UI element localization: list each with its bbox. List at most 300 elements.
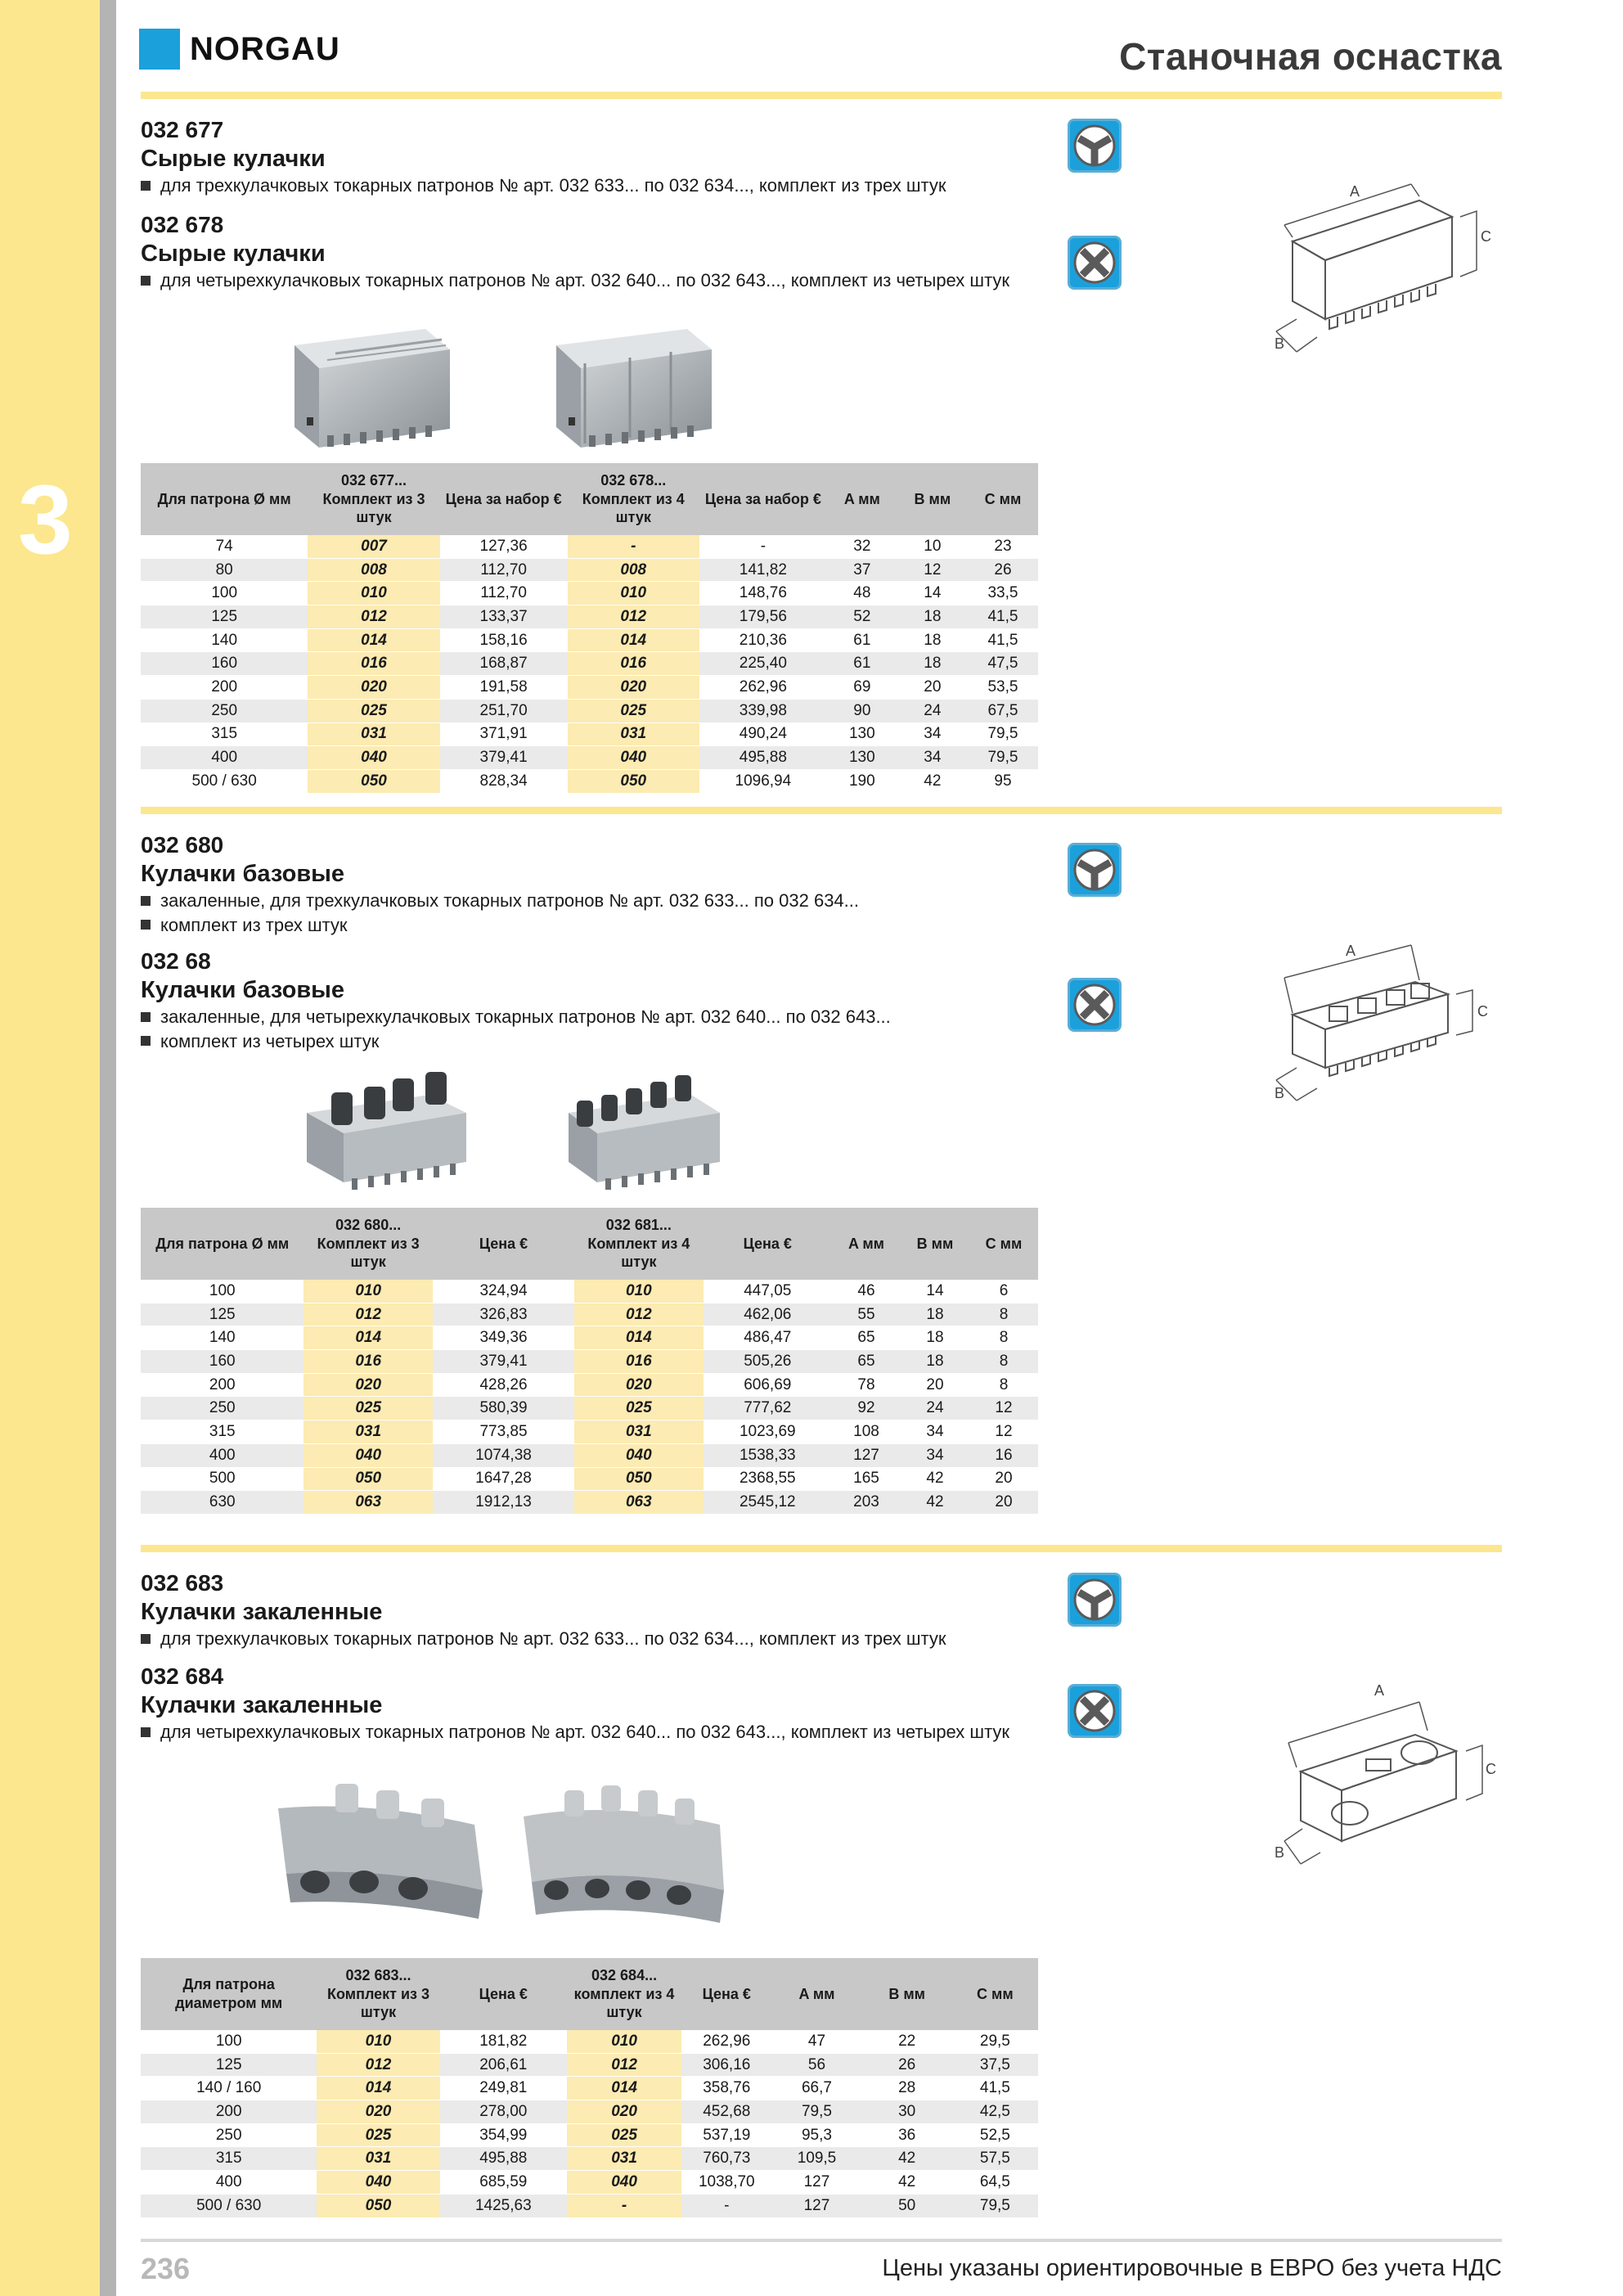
- table-cell: 41,5: [952, 2077, 1038, 2100]
- table-cell: 67,5: [968, 699, 1038, 723]
- table-cell: 012: [308, 606, 439, 629]
- column-header: Для патрона Ø мм: [141, 1208, 303, 1280]
- table-cell: 127: [832, 1443, 901, 1467]
- table-cell: 191,58: [440, 676, 568, 700]
- table-cell: 108: [832, 1420, 901, 1444]
- column-header: C мм: [968, 463, 1038, 535]
- table-cell: 16: [969, 1443, 1038, 1467]
- product-code: 032 678: [141, 212, 224, 237]
- table-cell: 79,5: [968, 723, 1038, 746]
- side-bar-divider: [100, 0, 116, 2296]
- table-cell: 95,3: [771, 2123, 861, 2147]
- table-cell: 140: [141, 1326, 303, 1350]
- table-cell: 016: [308, 652, 439, 676]
- table-cell: 34: [901, 1443, 969, 1467]
- table-cell: 140 / 160: [141, 2077, 317, 2100]
- column-header: 032 678... Комплект из 4 штук: [568, 463, 699, 535]
- table-cell: 24: [901, 1397, 969, 1420]
- table-cell: 315: [141, 723, 308, 746]
- table-cell: 20: [897, 676, 968, 700]
- table-cell: 79,5: [771, 2100, 861, 2124]
- column-header: Цена €: [704, 1208, 832, 1280]
- column-header: 032 681... Комплект из 4 штук: [574, 1208, 703, 1280]
- table-cell: 22: [862, 2030, 952, 2054]
- table-cell: 33,5: [968, 582, 1038, 606]
- table-cell: -: [568, 535, 699, 559]
- table-cell: 447,05: [704, 1280, 832, 1303]
- table-cell: 52,5: [952, 2123, 1038, 2147]
- product-desc: закаленные, для трехкулачковых токарных патронов № арт. 032 633... по 032 634...: [141, 889, 859, 913]
- table-cell: 125: [141, 606, 308, 629]
- price-table-raw-jaws: [141, 463, 1038, 794]
- table-cell: 008: [308, 558, 439, 582]
- table-cell: 41,5: [968, 628, 1038, 652]
- raw-jaws-photo: [278, 313, 736, 468]
- table-row: [141, 2100, 1038, 2124]
- table-cell: 52: [827, 606, 897, 629]
- table-cell: 20: [969, 1491, 1038, 1515]
- table-cell: 020: [317, 2100, 439, 2124]
- four-jaw-chuck-icon: [1068, 978, 1122, 1032]
- table-cell: 012: [567, 2053, 681, 2077]
- table-cell: 26: [862, 2053, 952, 2077]
- table-cell: 100: [141, 1280, 303, 1303]
- table-cell: 200: [141, 676, 308, 700]
- table-row: [141, 558, 1038, 582]
- three-jaw-chuck-icon: [1068, 843, 1122, 897]
- table-cell: 28: [862, 2077, 952, 2100]
- product-name: Сырые кулачки: [141, 240, 326, 267]
- table-cell: 18: [901, 1326, 969, 1350]
- raw-jaw-drawing: [1252, 155, 1497, 368]
- table-cell: 014: [303, 1326, 432, 1350]
- table-cell: 020: [308, 676, 439, 700]
- table-row: [141, 606, 1038, 629]
- price-table-hardened-jaws: [141, 1958, 1038, 2218]
- table-cell: 112,70: [440, 582, 568, 606]
- table-cell: 80: [141, 558, 308, 582]
- column-header: 032 680... Комплект из 3 штук: [303, 1208, 432, 1280]
- table-row: [141, 1397, 1038, 1420]
- table-cell: 012: [568, 606, 699, 629]
- chapter-number: 3: [18, 465, 73, 574]
- table-cell: 040: [308, 746, 439, 770]
- table-cell: 1912,13: [433, 1491, 574, 1515]
- table-cell: 495,88: [699, 746, 827, 770]
- table-row: [141, 628, 1038, 652]
- side-bar: [0, 0, 100, 2296]
- table-cell: 452,68: [681, 2100, 771, 2124]
- table-cell: 127: [771, 2194, 861, 2217]
- table-cell: 025: [317, 2123, 439, 2147]
- table-cell: 78: [832, 1373, 901, 1397]
- table-cell: 181,82: [440, 2030, 567, 2054]
- product-desc: для четырехкулачковых токарных патронов № арт. 032 640... по 032 643..., комплект из четырех штук: [141, 1720, 1009, 1745]
- table-row: [141, 1303, 1038, 1326]
- table-cell: 179,56: [699, 606, 827, 629]
- table-cell: 30: [862, 2100, 952, 2124]
- table-row: [141, 676, 1038, 700]
- table-cell: 014: [308, 628, 439, 652]
- table-cell: 020: [568, 676, 699, 700]
- product-032684: [141, 1663, 1009, 1745]
- table-row: [141, 2077, 1038, 2100]
- table-cell: 025: [303, 1397, 432, 1420]
- price-table-base-jaws: [141, 1208, 1038, 1515]
- table-cell: 040: [567, 2171, 681, 2195]
- table-cell: 66,7: [771, 2077, 861, 2100]
- table-row: [141, 2123, 1038, 2147]
- table-cell: 69: [827, 676, 897, 700]
- table-cell: 1074,38: [433, 1443, 574, 1467]
- table-cell: 92: [832, 1397, 901, 1420]
- product-code: 032 684: [141, 1663, 224, 1689]
- brand-logo-square: [139, 29, 180, 70]
- table-cell: 012: [574, 1303, 703, 1326]
- table-cell: 1038,70: [681, 2171, 771, 2195]
- table-cell: 140: [141, 628, 308, 652]
- table-cell: 1425,63: [440, 2194, 567, 2217]
- table-cell: 18: [901, 1303, 969, 1326]
- svg-text:C: C: [1477, 1003, 1488, 1020]
- table-cell: 685,59: [440, 2171, 567, 2195]
- svg-text:B: B: [1275, 335, 1285, 352]
- table-cell: 012: [317, 2053, 439, 2077]
- table-cell: 400: [141, 1443, 303, 1467]
- column-header: 032 683... Комплект из 3 штук: [317, 1958, 439, 2030]
- table-cell: 18: [897, 628, 968, 652]
- table-cell: 020: [567, 2100, 681, 2124]
- table-cell: -: [567, 2194, 681, 2217]
- table-cell: 10: [897, 535, 968, 559]
- table-row: [141, 699, 1038, 723]
- product-032678: [141, 211, 1009, 293]
- table-cell: 36: [862, 2123, 952, 2147]
- table-cell: 014: [317, 2077, 439, 2100]
- table-cell: 016: [303, 1350, 432, 1374]
- product-code: 032 680: [141, 832, 224, 858]
- table-cell: 79,5: [952, 2194, 1038, 2217]
- product-desc: закаленные, для четырехкулачковых токарных патронов № арт. 032 640... по 032 643...: [141, 1005, 891, 1029]
- column-header: Цена €: [440, 1958, 567, 2030]
- table-cell: 354,99: [440, 2123, 567, 2147]
- table-cell: 225,40: [699, 652, 827, 676]
- table-cell: 008: [568, 558, 699, 582]
- table-cell: 379,41: [433, 1350, 574, 1374]
- table-row: [141, 2147, 1038, 2171]
- table-cell: 127,36: [440, 535, 568, 559]
- table-row: [141, 582, 1038, 606]
- table-cell: 200: [141, 2100, 317, 2124]
- table-cell: 20: [901, 1373, 969, 1397]
- product-desc: комплект из трех штук: [141, 913, 859, 938]
- table-cell: 1023,69: [704, 1420, 832, 1444]
- table-row: [141, 2030, 1038, 2054]
- table-cell: 010: [308, 582, 439, 606]
- hardened-jaws-photo: [270, 1767, 744, 1931]
- table-cell: 777,62: [704, 1397, 832, 1420]
- column-header: B мм: [901, 1208, 969, 1280]
- table-cell: 063: [303, 1491, 432, 1515]
- table-cell: 12: [897, 558, 968, 582]
- table-row: [141, 769, 1038, 793]
- bullet-icon: [141, 1012, 151, 1022]
- table-cell: 580,39: [433, 1397, 574, 1420]
- column-header: Цена €: [433, 1208, 574, 1280]
- table-cell: 040: [303, 1443, 432, 1467]
- product-name: Кулачки базовые: [141, 976, 345, 1003]
- brand-logo: [139, 29, 340, 70]
- table-cell: 306,16: [681, 2053, 771, 2077]
- table-cell: 462,06: [704, 1303, 832, 1326]
- footer-rule: [141, 2239, 1502, 2242]
- table-cell: 020: [574, 1373, 703, 1397]
- table-cell: -: [699, 535, 827, 559]
- table-cell: 148,76: [699, 582, 827, 606]
- table-cell: 379,41: [440, 746, 568, 770]
- table-cell: 500: [141, 1467, 303, 1491]
- product-desc: для трехкулачковых токарных патронов № арт. 032 633... по 032 634..., комплект из трех штук: [141, 1627, 946, 1651]
- table-cell: 206,61: [440, 2053, 567, 2077]
- table-cell: 014: [568, 628, 699, 652]
- table-cell: 349,36: [433, 1326, 574, 1350]
- table-cell: 315: [141, 2147, 317, 2171]
- table-cell: 37,5: [952, 2053, 1038, 2077]
- table-cell: 2545,12: [704, 1491, 832, 1515]
- table-cell: 031: [574, 1420, 703, 1444]
- table-cell: 41,5: [968, 606, 1038, 629]
- table-cell: 200: [141, 1373, 303, 1397]
- table-cell: 1096,94: [699, 769, 827, 793]
- table-cell: 278,00: [440, 2100, 567, 2124]
- table-cell: 65: [832, 1326, 901, 1350]
- table-cell: 014: [567, 2077, 681, 2100]
- table-cell: 141,82: [699, 558, 827, 582]
- table-cell: 262,96: [699, 676, 827, 700]
- four-jaw-chuck-icon: [1068, 1684, 1122, 1738]
- column-header: B мм: [897, 463, 968, 535]
- table-cell: 42: [862, 2147, 952, 2171]
- table-cell: 606,69: [704, 1373, 832, 1397]
- header-rule: [141, 92, 1502, 99]
- svg-text:A: A: [1350, 183, 1360, 200]
- table-cell: 490,24: [699, 723, 827, 746]
- table-row: [141, 1280, 1038, 1303]
- column-header: C мм: [952, 1958, 1038, 2030]
- table-cell: 12: [969, 1397, 1038, 1420]
- table-cell: 64,5: [952, 2171, 1038, 2195]
- table-cell: 165: [832, 1467, 901, 1491]
- table-cell: 251,70: [440, 699, 568, 723]
- table-row: [141, 1443, 1038, 1467]
- table-cell: 773,85: [433, 1420, 574, 1444]
- table-cell: 29,5: [952, 2030, 1038, 2054]
- table-cell: 18: [901, 1350, 969, 1374]
- product-desc: для четырехкулачковых токарных патронов № арт. 032 640... по 032 643..., комплект из четырех штук: [141, 268, 1009, 293]
- product-03268: [141, 948, 891, 1053]
- base-jaws-photo: [294, 1064, 736, 1203]
- column-header: Цена €: [681, 1958, 771, 2030]
- table-cell: 8: [969, 1350, 1038, 1374]
- bullet-icon: [141, 276, 151, 286]
- table-row: [141, 652, 1038, 676]
- table-cell: 8: [969, 1303, 1038, 1326]
- bullet-icon: [141, 1634, 151, 1644]
- four-jaw-chuck-icon: [1068, 236, 1122, 290]
- table-cell: 010: [574, 1280, 703, 1303]
- table-header-row: [141, 1208, 1038, 1280]
- table-cell: 050: [317, 2194, 439, 2217]
- product-code: 032 68: [141, 948, 211, 974]
- table-cell: 12: [969, 1420, 1038, 1444]
- table-cell: 010: [303, 1280, 432, 1303]
- table-cell: 46: [832, 1280, 901, 1303]
- table-cell: 20: [969, 1467, 1038, 1491]
- table-cell: 168,87: [440, 652, 568, 676]
- table-cell: 014: [574, 1326, 703, 1350]
- table-cell: 125: [141, 2053, 317, 2077]
- table-cell: 42: [901, 1491, 969, 1515]
- column-header: A мм: [832, 1208, 901, 1280]
- table-row: [141, 1491, 1038, 1515]
- table-cell: 50: [862, 2194, 952, 2217]
- column-header: A мм: [827, 463, 897, 535]
- svg-text:B: B: [1275, 1844, 1285, 1861]
- table-cell: 010: [317, 2030, 439, 2054]
- table-cell: 190: [827, 769, 897, 793]
- table-cell: 160: [141, 1350, 303, 1374]
- table-cell: 90: [827, 699, 897, 723]
- product-032680: [141, 831, 859, 937]
- svg-text:B: B: [1275, 1085, 1285, 1101]
- base-jaw-drawing: [1252, 916, 1497, 1113]
- table-row: [141, 1350, 1038, 1374]
- column-header: B мм: [862, 1958, 952, 2030]
- table-cell: 537,19: [681, 2123, 771, 2147]
- table-cell: 025: [574, 1397, 703, 1420]
- table-cell: 016: [568, 652, 699, 676]
- table-cell: 18: [897, 606, 968, 629]
- table-cell: 53,5: [968, 676, 1038, 700]
- table-cell: 24: [897, 699, 968, 723]
- table-cell: 010: [567, 2030, 681, 2054]
- table-cell: 400: [141, 746, 308, 770]
- table-row: [141, 2194, 1038, 2217]
- table-cell: 828,34: [440, 769, 568, 793]
- table-cell: 34: [897, 723, 968, 746]
- product-name: Кулачки закаленные: [141, 1691, 383, 1718]
- table-cell: 1538,33: [704, 1443, 832, 1467]
- table-cell: 500 / 630: [141, 769, 308, 793]
- table-cell: 025: [308, 699, 439, 723]
- table-cell: 100: [141, 582, 308, 606]
- product-desc: для трехкулачковых токарных патронов № арт. 032 633... по 032 634..., комплект из трех штук: [141, 173, 946, 198]
- product-code: 032 677: [141, 117, 224, 142]
- table-cell: 32: [827, 535, 897, 559]
- table-cell: 249,81: [440, 2077, 567, 2100]
- table-cell: 040: [574, 1443, 703, 1467]
- svg-text:A: A: [1346, 943, 1356, 959]
- svg-text:A: A: [1374, 1682, 1385, 1699]
- table-cell: 48: [827, 582, 897, 606]
- table-cell: 250: [141, 699, 308, 723]
- table-cell: 65: [832, 1350, 901, 1374]
- bullet-icon: [141, 896, 151, 906]
- svg-text:C: C: [1486, 1761, 1496, 1777]
- table-cell: 23: [968, 535, 1038, 559]
- table-row: [141, 2171, 1038, 2195]
- product-desc: комплект из четырех штук: [141, 1029, 891, 1054]
- bullet-icon: [141, 1727, 151, 1737]
- product-name: Кулачки базовые: [141, 860, 345, 887]
- table-cell: 262,96: [681, 2030, 771, 2054]
- table-cell: 34: [897, 746, 968, 770]
- table-cell: 007: [308, 535, 439, 559]
- table-cell: 050: [574, 1467, 703, 1491]
- column-header: Цена за набор €: [699, 463, 827, 535]
- table-row: [141, 535, 1038, 559]
- bullet-icon: [141, 1036, 151, 1046]
- table-cell: 79,5: [968, 746, 1038, 770]
- column-header: Для патрона Ø мм: [141, 463, 308, 535]
- table-cell: 250: [141, 2123, 317, 2147]
- table-cell: 020: [303, 1373, 432, 1397]
- product-name: Кулачки закаленные: [141, 1598, 383, 1625]
- table-row: [141, 1420, 1038, 1444]
- table-cell: 47,5: [968, 652, 1038, 676]
- product-032683: [141, 1569, 946, 1651]
- table-cell: 95: [968, 769, 1038, 793]
- section-rule: [141, 1545, 1502, 1552]
- table-cell: 324,94: [433, 1280, 574, 1303]
- table-row: [141, 2053, 1038, 2077]
- section-rule: [141, 807, 1502, 814]
- table-cell: 14: [901, 1280, 969, 1303]
- three-jaw-chuck-icon: [1068, 119, 1122, 173]
- table-cell: 012: [303, 1303, 432, 1326]
- bullet-icon: [141, 920, 151, 930]
- table-cell: 42,5: [952, 2100, 1038, 2124]
- table-row: [141, 723, 1038, 746]
- table-cell: 127: [771, 2171, 861, 2195]
- table-cell: 339,98: [699, 699, 827, 723]
- table-cell: 18: [897, 652, 968, 676]
- table-cell: 495,88: [440, 2147, 567, 2171]
- table-cell: 010: [568, 582, 699, 606]
- table-cell: 2368,55: [704, 1467, 832, 1491]
- brand-name: NORGAU: [190, 30, 340, 67]
- table-cell: 130: [827, 746, 897, 770]
- table-cell: 61: [827, 652, 897, 676]
- table-cell: 55: [832, 1303, 901, 1326]
- product-032677: [141, 116, 946, 198]
- hardened-jaw-drawing: [1252, 1653, 1497, 1874]
- table-cell: 125: [141, 1303, 303, 1326]
- table-cell: 47: [771, 2030, 861, 2054]
- product-code: 032 683: [141, 1570, 224, 1596]
- table-cell: 42: [897, 769, 968, 793]
- table-cell: 1647,28: [433, 1467, 574, 1491]
- table-cell: 8: [969, 1373, 1038, 1397]
- table-row: [141, 1467, 1038, 1491]
- table-cell: 37: [827, 558, 897, 582]
- table-cell: 6: [969, 1280, 1038, 1303]
- table-cell: 063: [574, 1491, 703, 1515]
- product-name: Сырые кулачки: [141, 145, 326, 172]
- table-cell: 57,5: [952, 2147, 1038, 2171]
- table-cell: 400: [141, 2171, 317, 2195]
- column-header: Для патрона диаметром мм: [141, 1958, 317, 2030]
